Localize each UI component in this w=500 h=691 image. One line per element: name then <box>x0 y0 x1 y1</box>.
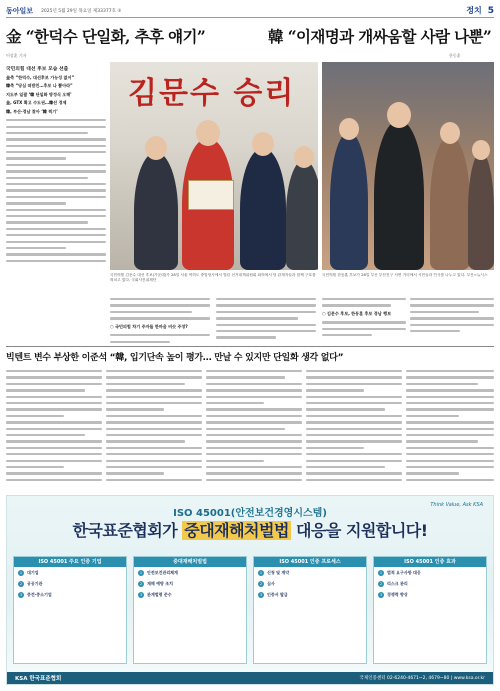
article2-column-3 <box>206 366 302 488</box>
section-divider <box>6 346 494 347</box>
ad-list-item: 2 공공기관 <box>19 581 43 586</box>
ad-list-item: 2 재해 예방 조치 <box>139 581 173 586</box>
ad-list-item: 3 관계법령 준수 <box>139 592 172 597</box>
article2-column-5 <box>406 366 494 488</box>
subhead-4: 金, GTX 확고 수도권…韓선 경제 <box>6 100 67 106</box>
main-headline <box>6 25 494 55</box>
ad-list-item: 3 인증서 발급 <box>259 592 288 597</box>
photo-street-campaign <box>322 62 494 270</box>
ad-box-3 <box>253 556 367 664</box>
ad-list-item: 1 대기업 <box>19 570 39 575</box>
byline-right: 한동훈 <box>449 53 461 58</box>
article-column-2 <box>110 294 210 344</box>
masthead <box>6 4 494 18</box>
certificate-board <box>188 180 234 210</box>
section-label: 정치 <box>466 6 482 15</box>
page-number: 5 <box>487 5 494 16</box>
advertisement-ksa[interactable] <box>6 495 494 685</box>
subhead-3: 지도부 일괄 ‘韓 단일화 방정식 오해’ <box>6 91 72 97</box>
article-lead: 국민의힘 대선 후보 모습 선출 <box>6 67 69 72</box>
headline-right: 韓 “이재명과 개싸움할 사람 나뿐” <box>268 27 492 46</box>
article2-column-1 <box>6 366 102 488</box>
second-headline-text: 빅텐트 변수 부상한 이준석 “韓, 입기단속 높이 평가… 만날 수 있지만 단일화 생각 없다” <box>6 353 344 363</box>
ad-box-2 <box>133 556 247 664</box>
ad-org-name: KSA 한국표준협회 <box>15 676 62 682</box>
headline-left: 金 “한덕수 단일화, 추후 얘기” <box>6 27 206 46</box>
issue-date: 2025년 5월 29일 목요일 제33377호 ⑤ <box>41 8 122 14</box>
ad-footer <box>7 672 493 684</box>
section-marker: ○ 국민의힘 차기 주자들 한마음 비슷 주장? <box>110 323 188 329</box>
ad-main-title: 한국표준협회가 중대재해처벌법 대응을 지원합니다! <box>72 521 428 540</box>
article-column-1 <box>6 66 106 344</box>
article2-column-2 <box>106 366 202 488</box>
article-column-4 <box>322 294 406 344</box>
ad-box-title: ISO 45001 인증 프로세스 <box>254 557 366 567</box>
person-figure <box>240 148 286 270</box>
article-column-3 <box>216 294 316 344</box>
ad-list-item: 3 중견·중소기업 <box>19 592 52 597</box>
ad-contact-info: 국제인증센터 02-6240-4671~2, 4679~80 | www.ksa.or.kr <box>359 676 485 681</box>
ad-list-item: 2 심사 <box>259 581 275 586</box>
ad-iso-title: ISO 45001(안전보건경영시스템) <box>173 508 327 519</box>
ad-list-item: 1 안전보건관리체계 <box>139 570 178 575</box>
photo2-caption: 국민의힘 한동훈 후보가 28일 부산 부산진구 서면 거리에서 시민들과 인사를 나누고 있다. 부산=뉴시스 <box>322 273 488 277</box>
banner-text: 김문수 승리 <box>128 76 296 111</box>
person-figure <box>468 152 494 270</box>
ad-list-item: 1 신청 및 계약 <box>259 570 290 575</box>
subhead-2: 韓측 “당심 떠받친…후보 나 뽑아라” <box>6 83 73 89</box>
section-marker: ○ 김문수 후보, 한동훈 후보 경남 행보 <box>322 310 392 316</box>
ad-box-title: ISO 45001 인증 효과 <box>374 557 486 567</box>
ad-slogan: Think Value, Ask KSA <box>430 502 483 508</box>
ad-list-item: 3 경쟁력 향상 <box>379 592 408 597</box>
photo-campaign-event <box>110 62 318 270</box>
subhead-1: 金측 “한덕수, 대선후보 가능성 없어” <box>6 75 75 80</box>
ad-box-1 <box>13 556 127 664</box>
person-figure <box>286 160 318 270</box>
second-headline <box>6 350 494 363</box>
ad-box-4 <box>373 556 487 664</box>
byline-left: 이상훈 기자 <box>6 53 27 58</box>
person-figure <box>134 152 178 270</box>
ad-box-title: 중대재해처벌법 <box>134 557 246 567</box>
ad-list-item: 1 법적 요구사항 대응 <box>379 570 421 575</box>
person-figure <box>374 120 424 270</box>
ad-box-title: ISO 45001 주요 인증 기업 <box>14 557 126 567</box>
article-column-5 <box>410 294 494 344</box>
newspaper-logo: 동아일보 <box>6 5 34 15</box>
photo1-caption: 국민의힘 김문수 대선 후보(가운데)가 28일 서울 여의도 중앙당사에서 열린 선거대책위원회 회의에서 당 관계자들과 함께 구호를 외치고 있다. 국회사진취재단 <box>110 273 316 283</box>
subhead-5: 韓, 부산·경남 찾아 ‘韓 찍기’ <box>6 108 58 114</box>
article2-column-4 <box>306 366 402 488</box>
person-figure <box>330 132 368 270</box>
ad-list-item: 2 리스크 관리 <box>379 581 408 586</box>
person-figure <box>430 136 470 270</box>
